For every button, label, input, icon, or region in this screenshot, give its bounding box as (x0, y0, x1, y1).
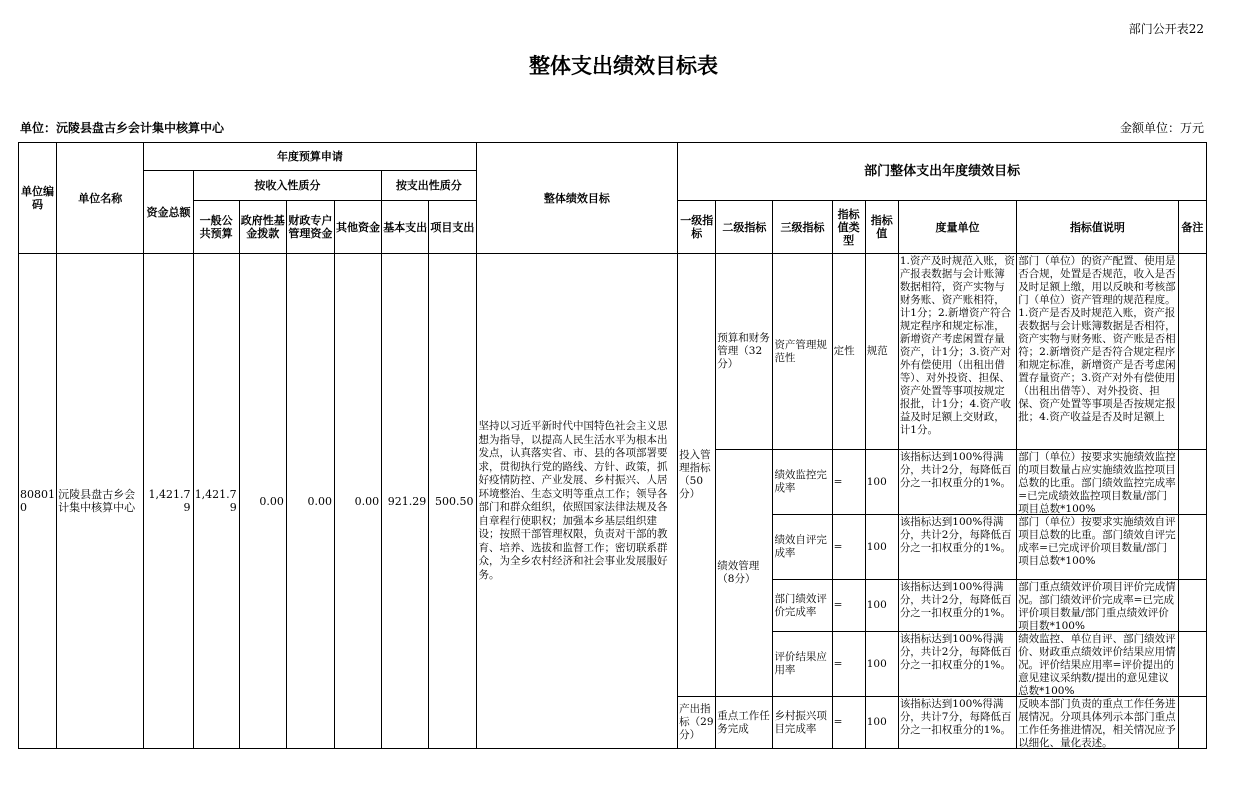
table-number-label: 部门公开表22 (1128, 22, 1204, 36)
unit-label: 单位：沅陵县盘古乡会计集中核算中心 (20, 121, 225, 135)
cell-value-monitor: 100 (865, 450, 898, 515)
cell-level2-budget: 预算和财务管理（32分） (716, 254, 773, 450)
header-value-desc: 指标值说明 (1017, 201, 1179, 254)
header-dept-goal: 部门整体支出年度绩效目标 (678, 143, 1207, 201)
desc-selfeval-text: 部门（单位）按要求实施绩效自评项目总数的比重。部门绩效自评完成率=已完成评价项目数量/部门项目总数*100% (1018, 515, 1176, 567)
cell-level3-asset: 资产管理规范性 (773, 254, 832, 450)
cell-remark-3 (1178, 515, 1206, 580)
cell-gov-fund: 0.00 (239, 254, 286, 749)
header-value: 指标值 (865, 201, 898, 254)
measure-rural-text: 该指标达到100%得满分，共计7分，每降低百分之一扣权重分的1%。 (899, 697, 1012, 736)
cell-general-budget: 1,421.79 (193, 254, 239, 749)
cell-value-asset: 规范 (865, 254, 898, 450)
cell-unit-code: 808010 (19, 254, 57, 749)
header-value-type: 指标值类型 (832, 201, 865, 254)
cell-desc-monitor (1017, 450, 1179, 515)
header-unit-code: 单位编码 (19, 143, 57, 254)
header-remark: 备注 (1178, 201, 1206, 254)
cell-level1-input: 投入管理指标（50分） (678, 254, 716, 697)
header-basic-expense: 基本支出 (382, 201, 429, 254)
desc-depteval-text: 部门重点绩效评价项目评价完成情况。部门绩效评价完成率=已完成评价项目数量/部门重点绩效评价项目数*100% (1018, 580, 1176, 631)
header-overall-goal: 整体绩效目标 (476, 143, 678, 254)
cell-type-asset: 定性 (832, 254, 865, 450)
cell-level2-key: 重点工作任务完成 (716, 697, 773, 749)
money-unit-label: 金额单位：万元 (1119, 121, 1204, 135)
measure-depteval-text: 该指标达到100%得满分，共计2分，每降低百分之一扣权重分的1%。 (899, 580, 1012, 619)
cell-level3-rural: 乡村振兴项目完成率 (773, 697, 832, 749)
desc-asset-text: 部门（单位）的资产配置、使用是否合规，处置是否规范，收入是否及时足额上缴，用以反映和考核部门（单位）资产管理的规范程度。1.资产是否及时规范入账，资产报表数据与会计账簿数据是否相符，资产实物与财务账、资产账是否相符；2.新增资产是否符合规定程序和规定标准，新增资产是否考虑闲置存量资产；3.资产对外有偿使用（出租出借等）、对外投资、担保、资产处置等事项是否按规定报批；4.资产收益是否及时足额上 (1018, 254, 1176, 423)
header-gov-fund: 政府性基金拨款 (239, 201, 286, 254)
header-general-budget: 一般公共预算 (193, 201, 239, 254)
cell-measure-rural (898, 697, 1016, 749)
cell-type-selfeval: = (832, 515, 865, 580)
cell-level2-perf: 绩效管理（8分） (716, 450, 773, 697)
cell-project-expense: 500.50 (429, 254, 476, 749)
cell-type-monitor: = (832, 450, 865, 515)
desc-rural-text: 反映本部门负责的重点工作任务进展情况。分项具体列示本部门重点工作任务推进情况，相关情况应予以细化、量化表述。 (1018, 697, 1176, 748)
cell-total: 1,421.79 (144, 254, 193, 749)
header-level1: 一级指标 (678, 201, 716, 254)
cell-special-account: 0.00 (286, 254, 334, 749)
measure-selfeval-text: 该指标达到100%得满分，共计2分，每降低百分之一扣权重分的1%。 (899, 515, 1012, 554)
cell-remark-2 (1178, 450, 1206, 515)
header-total-funds: 资金总额 (144, 171, 193, 254)
cell-level3-resultuse: 评价结果应用率 (773, 632, 832, 697)
cell-remark-5 (1178, 632, 1206, 697)
cell-basic-expense: 921.29 (382, 254, 429, 749)
header-unit-name: 单位名称 (57, 143, 144, 254)
page-title: 整体支出绩效目标表 (529, 54, 718, 78)
cell-measure-monitor (898, 450, 1016, 515)
cell-other-funds: 0.00 (334, 254, 381, 749)
cell-desc-selfeval (1017, 515, 1179, 580)
cell-desc-resultuse (1017, 632, 1179, 697)
cell-measure-selfeval (898, 515, 1016, 580)
measure-resultuse-text: 该指标达到100%得满分，共计2分，每降低百分之一扣权重分的1%。 (899, 632, 1012, 671)
cell-level3-monitor: 绩效监控完成率 (773, 450, 832, 515)
cell-measure-asset (898, 254, 1016, 450)
measure-asset-text: 1.资产及时规范入账，资产报表数据与会计账簿数据相符，资产实物与财务账、资产账相符，计1分；2.新增资产符合规定程序和规定标准，新增资产考虑闲置存量资产，计1分；3.资产对外有偿使用（出租出借等）、对外投资、担保、资产处置等事项按规定报批，计1分；4.资产收益及时足额上交财政，计1分。 (899, 254, 1015, 436)
desc-monitor-text: 部门（单位）按要求实施绩效监控的项目数量占应实施绩效监控项目总数的比重。部门绩效监控完成率=已完成绩效监控项目数量/部门项目总数*100% (1018, 450, 1176, 514)
header-other-funds: 其他资金 (334, 201, 381, 254)
header-by-expense: 按支出性质分 (382, 171, 476, 201)
cell-measure-depteval (898, 580, 1016, 632)
header-annual-budget: 年度预算申请 (144, 143, 476, 171)
cell-type-resultuse: = (832, 632, 865, 697)
header-measure-unit: 度量单位 (898, 201, 1016, 254)
cell-level1-output: 产出指标（29分） (678, 697, 716, 749)
cell-desc-depteval (1017, 580, 1179, 632)
header-by-income: 按收入性质分 (193, 171, 382, 201)
performance-table (18, 142, 1207, 749)
header-level2: 二级指标 (716, 201, 773, 254)
cell-remark-4 (1178, 580, 1206, 632)
cell-type-depteval: = (832, 580, 865, 632)
cell-desc-asset (1017, 254, 1179, 450)
desc-resultuse-text: 绩效监控、单位自评、部门绩效评价、财政重点绩效评价结果应用情况。评价结果应用率=评价提出的意见建议采纳数/提出的意见建议总数*100% (1018, 632, 1176, 696)
cell-value-depteval: 100 (865, 580, 898, 632)
cell-level3-selfeval: 绩效自评完成率 (773, 515, 832, 580)
cell-remark-1 (1178, 254, 1206, 450)
cell-value-rural: 100 (865, 697, 898, 749)
header-special-account: 财政专户管理资金 (286, 201, 334, 254)
cell-measure-resultuse (898, 632, 1016, 697)
cell-overall-goal: 坚持以习近平新时代中国特色社会主义思想为指导，以提高人民生活水平为根本出发点，认真落实省、市、县的各项部署要求，贯彻执行党的路线、方针、政策，抓好疫情防控、产业发展、乡村振兴、人居环境整治、生态文明等重点工作；领导各部门和群众组织，依照国家法律法规及各自章程行使职权；加强本乡基层组织建设；按照干部管理权限，负责对干部的教育、培养、选拔和监督工作；密切联系群众，为全乡农村经济和社会事业发展服好务。 (476, 254, 678, 749)
cell-type-rural: = (832, 697, 865, 749)
cell-desc-rural (1017, 697, 1179, 749)
cell-value-resultuse: 100 (865, 632, 898, 697)
measure-monitor-text: 该指标达到100%得满分，共计2分，每降低百分之一扣权重分的1%。 (899, 450, 1012, 489)
header-project-expense: 项目支出 (429, 201, 476, 254)
header-level3: 三级指标 (773, 201, 832, 254)
cell-value-selfeval: 100 (865, 515, 898, 580)
cell-remark-6 (1178, 697, 1206, 749)
cell-level3-depteval: 部门绩效评价完成率 (773, 580, 832, 632)
cell-unit-name: 沅陵县盘古乡会计集中核算中心 (57, 254, 144, 749)
